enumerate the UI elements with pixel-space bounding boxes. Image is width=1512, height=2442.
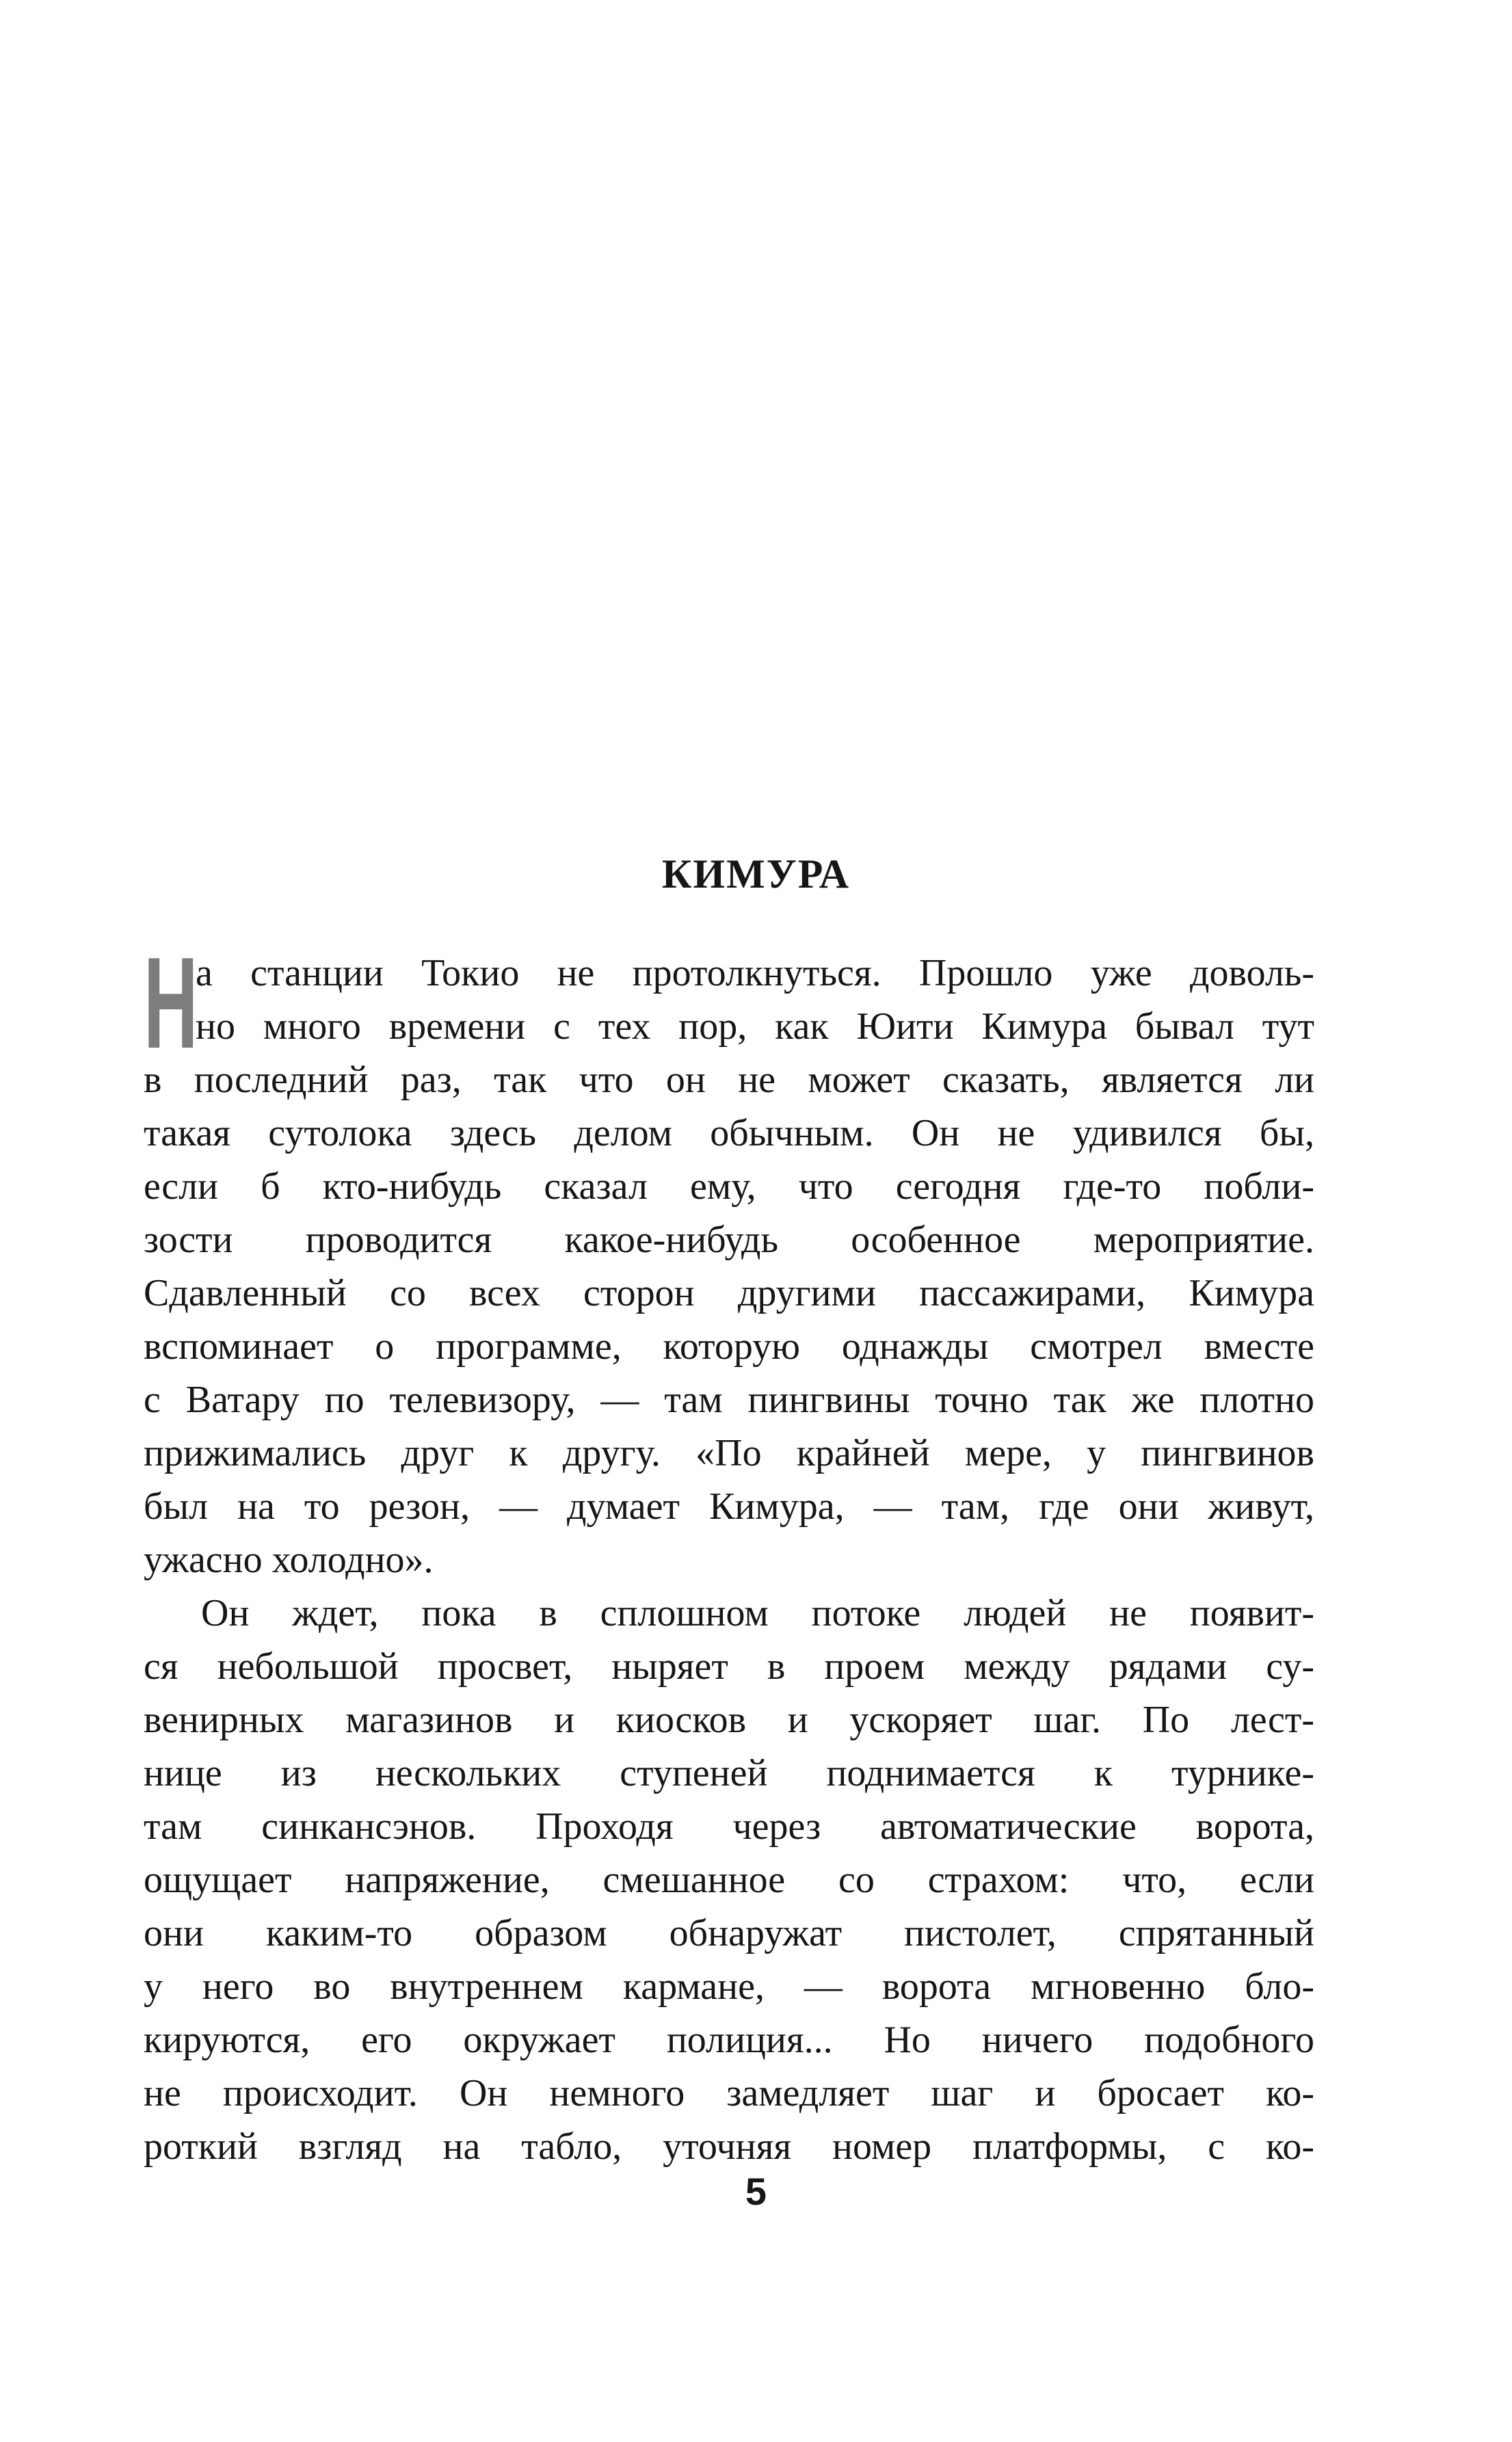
body-text	[144, 931, 1314, 2173]
text-line: венирных магазинов и киосков и ускоряет шаг. По лест-	[144, 1699, 1314, 1741]
text-line: если б кто-нибудь сказал ему, что сегодня где-то побли-	[144, 1165, 1314, 1208]
text-line: там синкансэнов. Проходя через автоматические ворота,	[144, 1805, 1314, 1848]
text-line: не происходит. Он немного замедляет шаг и бросает ко-	[144, 2072, 1314, 2114]
text-line: у него во внутреннем кармане, — ворота мгновенно бло-	[144, 1965, 1314, 2008]
page-number: 5	[745, 2170, 767, 2213]
text-line: роткий взгляд на табло, уточняя номер платформы, с ко-	[144, 2125, 1314, 2168]
text-line: но много времени с тех пор, как Юити Кимура бывал тут	[196, 1005, 1314, 1048]
text-line: Сдавленный со всех сторон другими пассажирами, Кимура	[144, 1272, 1314, 1314]
text-line: кируются, его окружает полиция... Но ничего подобного	[144, 2019, 1314, 2061]
text-line: ощущает напряжение, смешанное со страхом: что, если	[144, 1859, 1314, 1901]
text-line: Он ждет, пока в сплошном потоке людей не появит-	[201, 1592, 1314, 1634]
text-line: ся небольшой просвет, ныряет в проем между рядами су-	[144, 1645, 1314, 1688]
text-line: нице из нескольких ступеней поднимается к турнике-	[144, 1752, 1314, 1794]
text-line: такая сутолока здесь делом обычным. Он не удивился бы,	[144, 1112, 1314, 1154]
text-line: они каким-то образом обнаружат пистолет, спрятанный	[144, 1912, 1314, 1954]
chapter-title: КИМУРА	[661, 851, 851, 897]
text-line: зости проводится какое-нибудь особенное мероприятие.	[144, 1219, 1314, 1261]
drop-cap: Н	[144, 931, 198, 1076]
drop-cap-row	[144, 931, 1314, 1076]
text-line: а станции Токио не протолкнуться. Прошло уже доволь-	[196, 952, 1314, 994]
paragraph-2	[144, 1587, 1314, 2173]
paragraph-1	[144, 931, 1314, 1587]
text-line: с Ватару по телевизору, — там пингвины точно так же плотно	[144, 1379, 1314, 1421]
text-line: прижимались друг к другу. «По крайней мере, у пингвинов	[144, 1432, 1314, 1474]
text-line: вспоминает о программе, которую однажды смотрел вместе	[144, 1325, 1314, 1368]
text-line: ужасно холодно».	[144, 1539, 434, 1581]
text-line: был на то резон, — думает Кимура, — там, где они живут,	[144, 1485, 1314, 1528]
text-line: в последний раз, так что он не может сказать, является ли	[144, 1059, 1314, 1101]
